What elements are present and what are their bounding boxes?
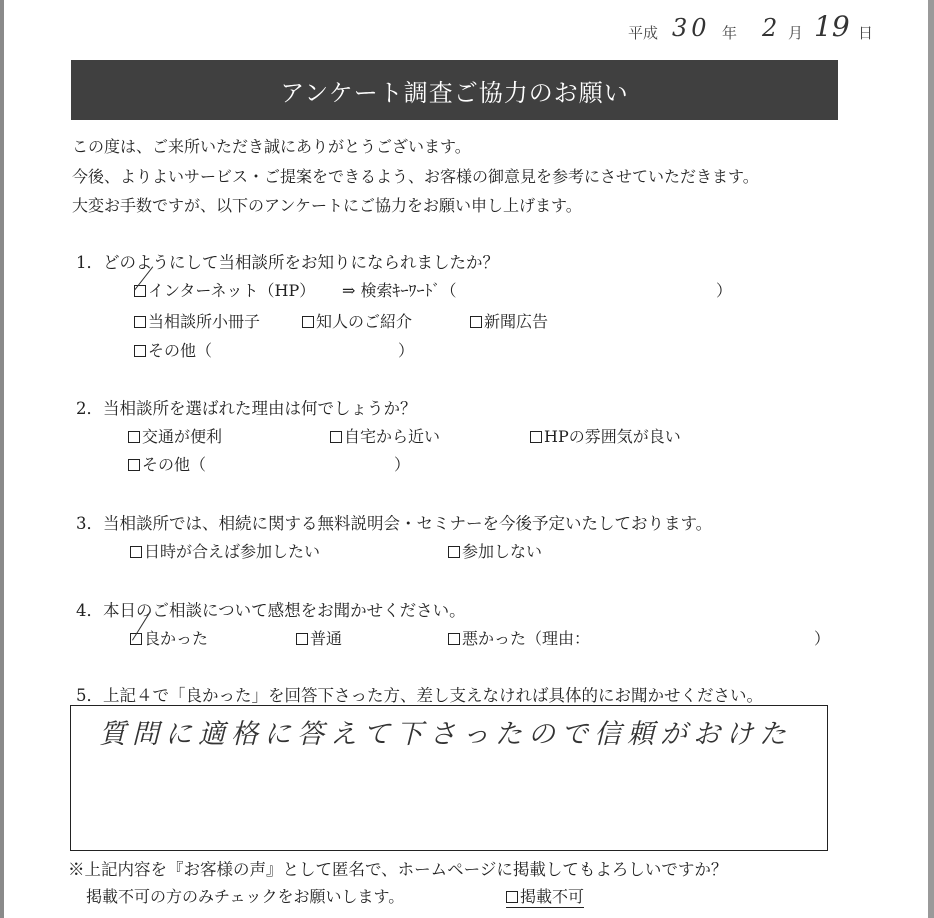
q2-option-near-home-label: 自宅から近い — [344, 427, 441, 446]
q5-handwritten-answer: 質問に適格に答えて下さったので信頼がおけた — [99, 719, 792, 750]
q1-option-booklet[interactable] — [134, 309, 260, 332]
q3-option-attend[interactable] — [130, 539, 320, 562]
date-day-unit: 日 — [858, 24, 874, 42]
date-era: 平成 — [628, 24, 659, 42]
date-month[interactable]: 2 — [762, 14, 778, 42]
q2-option-hp[interactable] — [530, 424, 681, 447]
publish-question: ※上記内容を『お客様の声』として匿名で、ホームページに掲載してもよろしいですか？ — [68, 860, 728, 879]
intro-line-2: 今後、よりよいサービス・ご提案をできるよう、お客様の御意見を参考にさせていただきます。 — [72, 167, 759, 186]
date-day[interactable]: 19 — [814, 10, 850, 43]
q2-option-other-label: その他（ — [142, 455, 207, 474]
checkbox-transport[interactable] — [128, 431, 140, 443]
q3-question: 3．当相談所では、相続に関する無料説明会・セミナーを今後予定いたしております。 — [76, 514, 713, 533]
q1-option-internet-label: インターネット（HP） — [148, 281, 316, 300]
q4-option-good-label: 良かった — [144, 629, 209, 648]
q1-option-newspaper[interactable] — [470, 309, 548, 332]
date-month-unit: 月 — [788, 24, 804, 42]
q3-option-not-attend-label: 参加しない — [462, 542, 543, 561]
q5-answer-box[interactable] — [70, 705, 828, 851]
checkbox-attend[interactable] — [130, 546, 142, 558]
q4-option-normal-label: 普通 — [310, 629, 343, 648]
q1-option-referral-label: 知人のご紹介 — [316, 312, 413, 331]
checkbox-no-publish[interactable] — [506, 891, 518, 903]
q1-option-other[interactable] — [134, 338, 212, 361]
checkbox-q2-other[interactable] — [128, 459, 140, 471]
q5-question: 5．上記４で「良かった」を回答下さった方、差し支えなければ具体的にお聞かせください。 — [76, 686, 763, 705]
q4-option-bad-label: 悪かった（理由： — [462, 629, 591, 648]
checkbox-referral[interactable] — [302, 316, 314, 328]
q2-other-close: ） — [394, 455, 411, 474]
publish-option-no-label: 掲載不可 — [520, 887, 585, 906]
q4-option-good[interactable] — [130, 626, 208, 649]
publish-instruction: 掲載不可の方のみチェックをお願いします。 — [86, 887, 405, 906]
checkbox-other[interactable] — [134, 345, 146, 357]
q2-question: 2．当相談所を選ばれた理由は何でしょうか？ — [76, 399, 417, 418]
q1-option-newspaper-label: 新聞広告 — [484, 312, 549, 331]
q4-option-bad[interactable] — [448, 626, 590, 649]
checkbox-newspaper[interactable] — [470, 316, 482, 328]
page-title: アンケート調査ご協力のお願い — [280, 78, 629, 107]
q1-keyword-close: ） — [716, 281, 733, 300]
q1-option-other-label: その他（ — [148, 341, 213, 360]
q1-option-referral[interactable] — [302, 309, 412, 332]
checkbox-not-attend[interactable] — [448, 546, 460, 558]
checkbox-normal[interactable] — [296, 633, 308, 645]
checkbox-hp[interactable] — [530, 431, 542, 443]
q3-option-attend-label: 日時が合えば参加したい — [144, 542, 321, 561]
q2-option-transport-label: 交通が便利 — [142, 427, 223, 446]
date-year[interactable]: 30 — [672, 14, 711, 42]
date-year-unit: 年 — [722, 24, 738, 42]
q4-option-normal[interactable] — [296, 626, 342, 649]
publish-option-no[interactable] — [506, 884, 584, 907]
checkbox-bad[interactable] — [448, 633, 460, 645]
intro-line-3: 大変お手数ですが、以下のアンケートにご協力をお願い申し上げます。 — [72, 196, 582, 215]
intro-line-1: この度は、ご来所いただき誠にありがとうございます。 — [72, 137, 471, 156]
q1-other-close: ） — [398, 341, 415, 360]
checkbox-near-home[interactable] — [330, 431, 342, 443]
q4-bad-close: ） — [814, 629, 831, 648]
q1-keyword-label: ⇒ 検索ｷｰﾜｰﾄﾞ（ — [342, 281, 457, 300]
q2-option-other[interactable] — [128, 452, 206, 475]
q2-option-transport[interactable] — [128, 424, 222, 447]
q4-question: 4．本日のご相談について感想をお聞かせください。 — [76, 601, 466, 620]
q1-option-internet[interactable] — [134, 278, 315, 301]
scan-edge-left — [0, 0, 4, 918]
title-banner — [71, 60, 838, 120]
checkbox-booklet[interactable] — [134, 316, 146, 328]
q2-option-hp-label: HPの雰囲気が良い — [544, 427, 681, 446]
scan-edge-right — [928, 0, 934, 918]
q1-option-booklet-label: 当相談所小冊子 — [148, 312, 261, 331]
q2-option-near-home[interactable] — [330, 424, 440, 447]
q3-option-not-attend[interactable] — [448, 539, 542, 562]
q1-question: 1．どのようにして当相談所をお知りになられましたか？ — [76, 253, 499, 272]
